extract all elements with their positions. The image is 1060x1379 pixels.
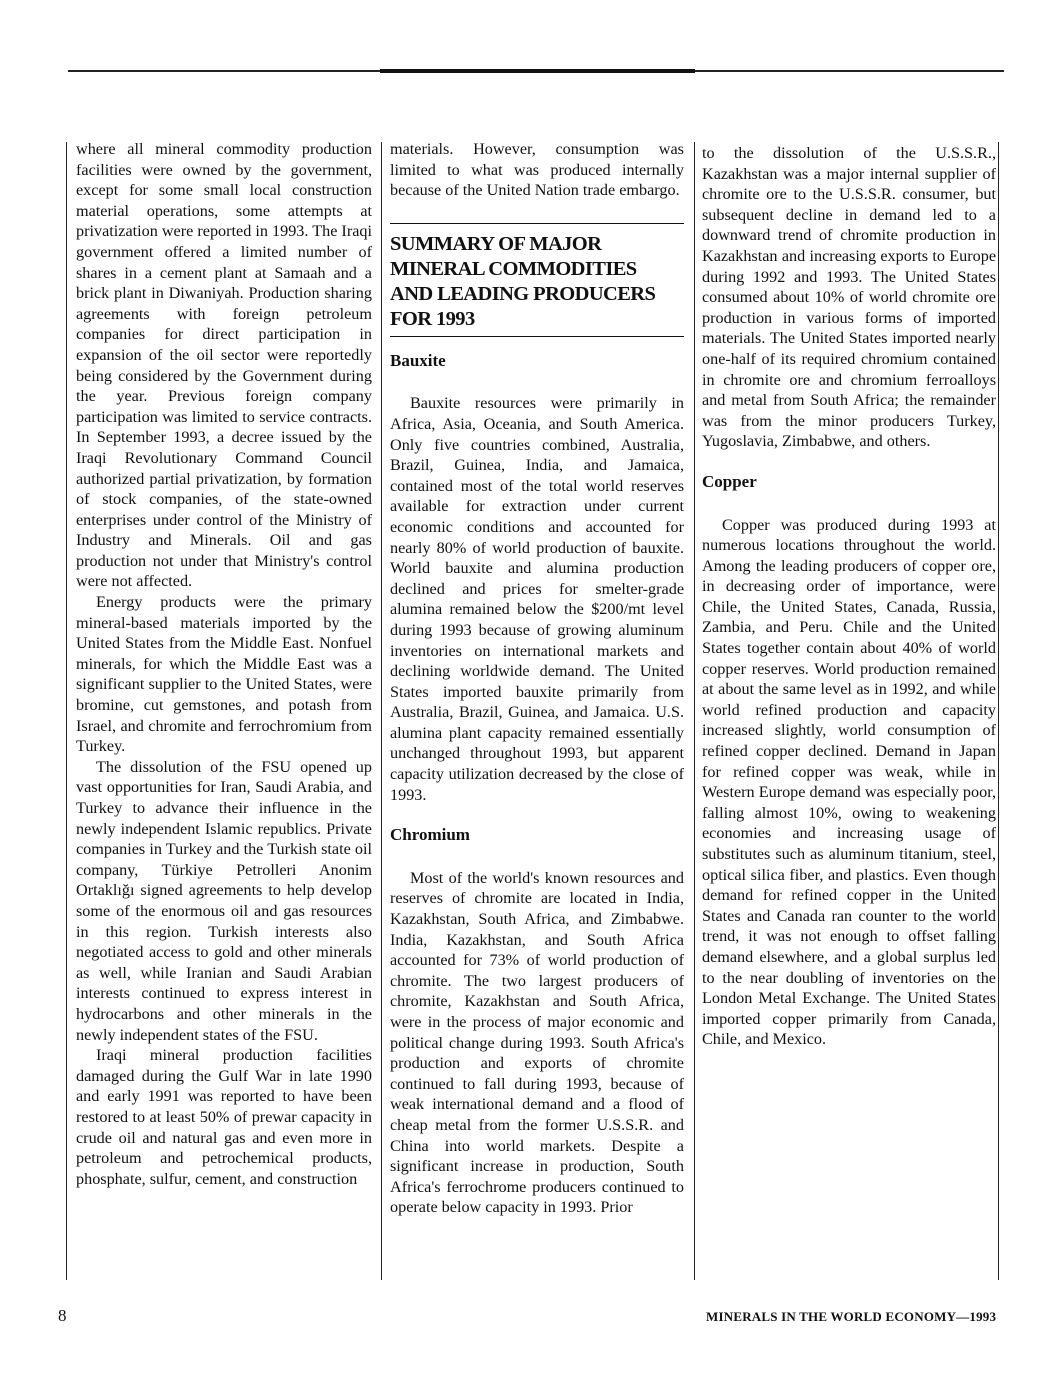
section-title-box xyxy=(390,223,684,337)
column-divider-left xyxy=(66,142,67,1280)
running-footer: MINERALS IN THE WORLD ECONOMY—1993 xyxy=(706,1309,997,1324)
paragraph: materials. However, consumption was limited to what was produced internally because of the United Nation trade embargo. xyxy=(390,140,684,200)
heading-bauxite: Bauxite xyxy=(390,350,446,370)
paragraph: where all mineral commodity production facilities were owned by the government, except for some small local construction material operations, some attempts at privatization were reported in 1993. The Iraqi government offered a limited number of shares in a cement plant at Samaah and a brick plant in Diwaniyah. Production sharing agreements with foreign petroleum companies for direct participation in expansion of the oil sector were reportedly being considered by the Government during the year. Previous foreign company participation was limited to service contracts. In September 1993, a decree issued by the Iraqi Revolutionary Command Council authorized partial privatization, by formation of stock companies, of the state-owned enterprises under control of the Ministry of Industry and Minerals. Oil and gas production not under that Ministry's control were not affected. xyxy=(76,140,372,591)
heading-copper: Copper xyxy=(702,471,757,491)
section-title-line: SUMMARY OF MAJOR xyxy=(390,232,602,255)
paragraph: Energy products were the primary mineral-based materials imported by the United States from the Middle East. Nonfuel minerals, for which the Middle East was a significant supplier to the United States, were bromine, cut gemstones, and potash from Israel, and chromite and ferrochromium from Turkey. xyxy=(76,593,372,756)
paragraph: The dissolution of the FSU opened up vast opportunities for Iran, Saudi Arabia, and Turkey to advance their influence in the newly independent Islamic republics. Private companies in Turkey and the Turkish state oil company, Türkiye Petrolleri Anonim Ortaklığı signed agreements to help develop some of the enormous oil and gas resources in this region. Turkish interests also negotiated access to gold and other minerals as well, while Iranian and Saudi Arabian interests continued to express interest in hydrocarbons and other minerals in the newly independent states of the FSU. xyxy=(76,757,372,1044)
paragraph-bauxite: Bauxite resources were primarily in Africa, Asia, Oceania, and South America. Only five countries combined, Australia, Brazil, Guinea, India, and Jamaica, contained most of the total world reserves available for extraction under current economic conditions and accounted for nearly 80% of world production of bauxite. World bauxite and alumina production declined and prices for smelter-grade alumina remained below the $200/mt level during 1993 because of growing aluminum inventories on international markets and declining worldwide demand. The United States imported bauxite primarily from Australia, Brazil, Guinea, and Jamaica. U.S. alumina plant capacity remained essentially unchanged throughout 1993, but apparent capacity utilization decreased by the close of 1993. xyxy=(390,394,684,804)
paragraph: to the dissolution of the U.S.S.R., Kazakhstan was a major internal supplier of chromite ore to the U.S.S.R. consumer, but subsequent decline in demand led to a downward trend of chromite production in Kazakhstan and increasing exports to Europe during 1992 and 1993. The United States consumed about 10% of world chromite ore production in various forms of imported materials. The United States imported nearly one-half of its required chromium contained in chromite ore and chromium ferroalloys and metal from South Africa; the remainder was from the minor producers Turkey, Yugoslavia, Zimbabwe, and others. xyxy=(702,144,996,451)
column-divider-2 xyxy=(694,142,695,1280)
page-number: 8 xyxy=(58,1306,67,1325)
section-title-line: MINERAL COMMODITIES xyxy=(390,257,637,280)
section-title-line: AND LEADING PRODUCERS xyxy=(390,282,656,305)
paragraph: Iraqi mineral production facilities damaged during the Gulf War in late 1990 and early 1991 was reported to have been restored to at least 50% of prewar capacity in crude oil and natural gas and even more in petroleum and petrochemical products, phosphate, sulfur, cement, and construction xyxy=(76,1046,372,1188)
column-divider-right xyxy=(998,142,999,1280)
header-rule-accent xyxy=(380,69,695,73)
section-title-line: FOR 1993 xyxy=(390,307,475,330)
section-title xyxy=(390,232,684,332)
paragraph-copper: Copper was produced during 1993 at numerous locations throughout the world. Among the leading producers of copper ore, in decreasing order of importance, were Chile, the United States, Canada, Russia, Zambia, and Peru. Chile and the United States together contain about 40% of world copper reserves. World production remained at about the same level as in 1992, and while world refined production and capacity increased slightly, world consumption of refined copper declined. Demand in Japan for refined copper was weak, while in Western Europe demand was especially poor, falling almost 10%, owing to weakening economies and increasing usage of substitutes such as aluminum titanium, steel, optical silica fiber, and plastics. Even though demand for refined copper in the United States and Canada ran counter to the world trend, it was not enough to offset falling demand elsewhere, and a global surplus led to the near doubling of inventories on the London Metal Exchange. The United States imported copper primarily from Canada, Chile, and Mexico. xyxy=(702,515,996,1049)
column-divider-1 xyxy=(381,142,382,1280)
paragraph-chromium: Most of the world's known resources and reserves of chromite are located in India, Kazakhstan, South Africa, and Zimbabwe. India, Kazakhstan, and South Africa accounted for 73% of world production of chromite. The two largest producers of chromite, Kazakhstan and South Africa, were in the process of major economic and political change during 1993. South Africa's production and exports of chromite continued to fall during 1993, because of weak international demand and a flood of cheap metal from the former U.S.S.R. and China into world markets. Despite a significant increase in production, South Africa's ferrochrome producers continued to operate below capacity in 1993. Prior xyxy=(390,868,684,1217)
heading-chromium: Chromium xyxy=(390,825,470,845)
text-column-1 xyxy=(76,139,372,1189)
text-column-2 xyxy=(390,139,684,1218)
text-column-3 xyxy=(702,143,996,1050)
